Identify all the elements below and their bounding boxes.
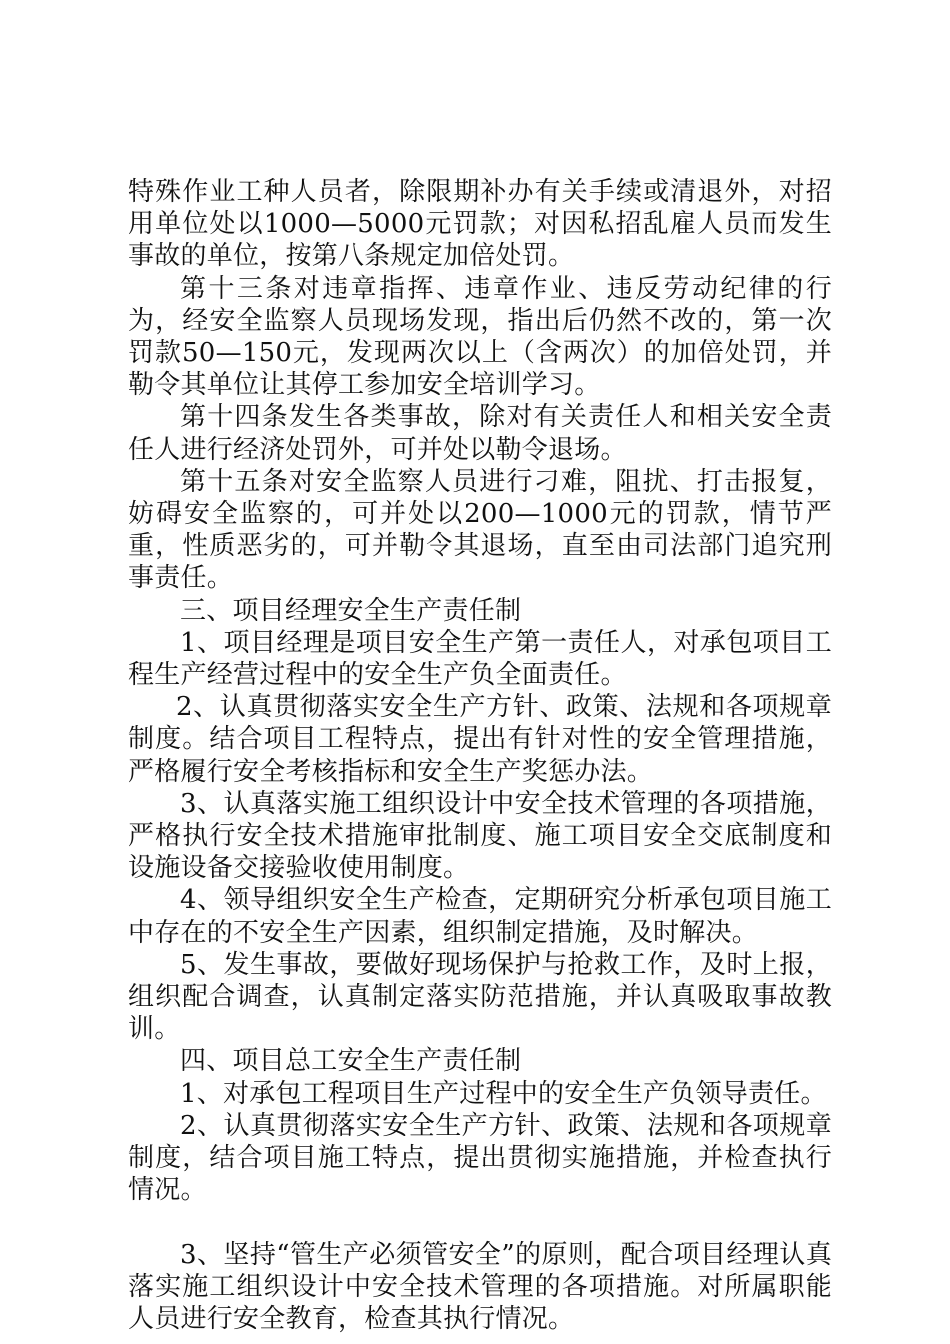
list-item-pm-2: 2、认真贯彻落实安全生产方针、政策、法规和各项规章制度。结合项目工程特点，提出有针对性的安全管理措施，严格履行安全考核指标和安全生产奖惩办法。 [128,692,832,787]
list-item-ce-3: 3、坚持“管生产必须管安全”的原则，配合项目经理认真落实施工组织设计中安全技术管理的各项措施。对所属职能人员进行安全教育，检查其执行情况。 [128,1239,832,1334]
paragraph-article-15: 第十五条对安全监察人员进行刁难，阻扰、打击报复，妨碍安全监察的，可并处以200—1000元的罚款，情节严重，性质恶劣的，可并勒令其退场，直至由司法部门追究刑事责任。 [128,466,832,594]
paragraph-article-13: 第十三条对违章指挥、违章作业、违反劳动纪律的行为，经安全监察人员现场发现，指出后仍然不改的，第一次罚款50—150元，发现两次以上（含两次）的加倍处罚，并勒令其单位让其停工参加安全培训学习。 [128,273,832,401]
paragraph-continuation: 特殊作业工种人员者，除限期补办有关手续或清退外，对招用单位处以1000—5000元罚款；对因私招乱雇人员而发生事故的单位，按第八条规定加倍处罚。 [128,177,832,272]
section-heading-chief-engineer: 四、项目总工安全生产责任制 [180,1046,522,1077]
list-item-ce-2: 2、认真贯彻落实安全生产方针、政策、法规和各项规章制度，结合项目施工特点，提出贯彻实施措施，并检查执行情况。 [128,1110,832,1206]
paragraph-article-14: 第十四条发生各类事故，除对有关责任人和相关安全责任人进行经济处罚外，可并处以勒令退场。 [128,402,832,465]
list-item-pm-1: 1、项目经理是项目安全生产第一责任人，对承包项目工程生产经营过程中的安全生产负全面责任。 [128,627,832,691]
document-body [128,176,832,1335]
list-item-pm-3: 3、认真落实施工组织设计中安全技术管理的各项措施，严格执行安全技术措施审批制度、施工项目安全交底制度和设施设备交接验收使用制度。 [128,788,832,884]
list-item-ce-1: 1、对承包工程项目生产过程中的安全生产负领导责任。 [180,1078,827,1109]
list-item-pm-4: 4、领导组织安全生产检查，定期研究分析承包项目施工中存在的不安全生产因素，组织制定措施，及时解决。 [128,885,832,948]
section-heading-project-manager: 三、项目经理安全生产责任制 [180,595,522,626]
list-item-pm-5: 5、发生事故，要做好现场保护与抢救工作，及时上报，组织配合调查，认真制定落实防范措施，并认真吸取事故教训。 [128,949,832,1045]
